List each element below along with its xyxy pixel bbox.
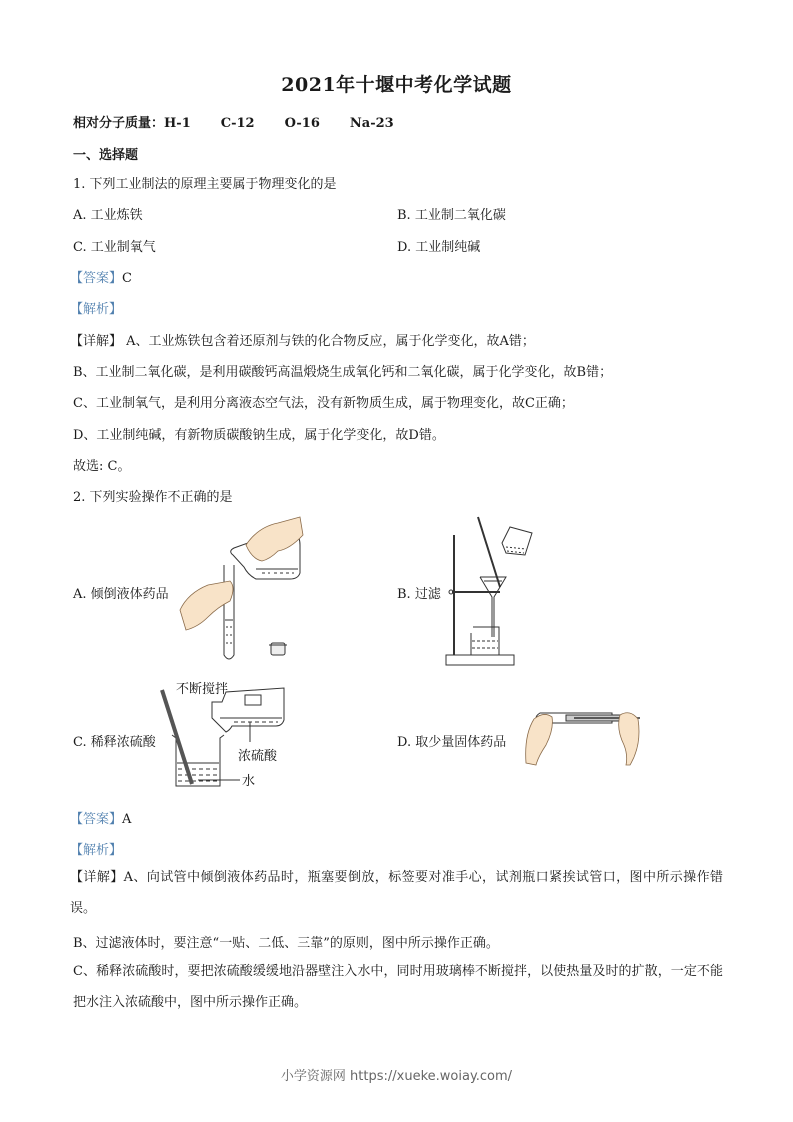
figure-filtration (440, 515, 540, 670)
q1-detail-c: C、工业制氧气，是利用分离液态空气法，没有新物质生成，属于物理变化，故C正确； (73, 396, 574, 411)
relative-mass-line (73, 112, 424, 131)
q2-stem: 2. 下列实验操作不正确的是 (73, 490, 233, 505)
q2-option-c: C. 稀释浓硫酸 (73, 735, 156, 750)
footer-watermark: 小学资源网 https://xueke.woiay.com/ (280, 1069, 513, 1084)
detail-text: A、向试管中倾倒液体药品时，瓶塞要倒放，标签要对准手心，试剂瓶口紧挨试管口，图中所示操作错误。 (70, 870, 723, 916)
q2-detail-b: B、过滤液体时，要注意“一贴、二低、三靠”的原则，图中所示操作正确。 (73, 936, 499, 951)
q1-detail-d: D、工业制纯碱，有新物质碳酸钠生成，属于化学变化，故D错。 (73, 428, 445, 443)
figure-diluting-acid (150, 680, 300, 795)
q2-detail-c: C、稀释浓硫酸时，要把浓硫酸缓缓地沿器壁注入水中，同时用玻璃棒不断搅拌，以使热量及时的扩散，一定不能把水注入浓硫酸中，图中所示操作正确。 (73, 964, 723, 1010)
page-title: 2021年十堰中考化学试题 (281, 74, 512, 96)
detail-tag: 【详解】 (70, 870, 124, 885)
glass-rod-icon (162, 690, 192, 784)
q2-option-b: B. 过滤 (397, 587, 441, 602)
q2-option-d: D. 取少量固体药品 (397, 735, 507, 750)
relative-mass-label: 相对分子质量： (73, 116, 165, 131)
q1-option-d: D. 工业制纯碱 (397, 240, 481, 255)
mass-na: Na-23 (349, 116, 394, 131)
answer-tag: 【答案】 (70, 812, 123, 827)
answer-tag: 【答案】 (70, 271, 123, 286)
pouring-beaker-icon (502, 527, 532, 555)
hand-top-icon (246, 517, 303, 561)
q1-option-c: C. 工业制氧气 (73, 240, 156, 255)
hand-bottom-icon (180, 581, 233, 630)
q2-answer (70, 808, 131, 827)
bottle-stopper-icon (269, 643, 287, 655)
q1-option-a: A. 工业炼铁 (73, 208, 143, 223)
hand-left-icon (526, 714, 553, 765)
mass-o: O-16 (284, 116, 320, 131)
answer-value: A (122, 812, 132, 827)
label-conc-acid: 浓硫酸 (238, 749, 278, 764)
detail-text: A、工业炼铁包含着还原剂与铁的化合物反应，属于化学变化，故A错； (126, 334, 535, 349)
q1-stem: 1. 下列工业制法的原理主要属于物理变化的是 (73, 177, 337, 192)
figure-solid-reagent (520, 705, 650, 770)
q2-detail-a (70, 862, 723, 924)
test-tube-icon (224, 565, 234, 659)
hand-right-icon (619, 713, 639, 765)
detail-tag: 【详解】 (70, 334, 123, 349)
q1-detail-a (70, 330, 535, 349)
mass-h: H-1 (164, 116, 191, 131)
section-heading: 一、选择题 (73, 148, 139, 163)
q1-analysis-tag: 【解析】 (70, 302, 123, 317)
label-stir: 不断搅拌 (176, 682, 229, 697)
q2-analysis-tag: 【解析】 (70, 843, 123, 858)
q1-answer (70, 267, 132, 286)
figure-pouring-liquid (178, 515, 308, 665)
iron-stand-base-icon (446, 655, 514, 665)
q1-option-b: B. 工业制二氧化碳 (397, 208, 506, 223)
mass-c: C-12 (220, 116, 255, 131)
funnel-icon (480, 577, 506, 637)
q2-option-a: A. 倾倒液体药品 (73, 587, 169, 602)
label-water: 水 (242, 774, 256, 789)
q1-detail-b: B、工业制二氧化碳，是利用碳酸钙高温煅烧生成氧化钙和二氧化碳，属于化学变化，故B错； (73, 365, 613, 380)
answer-value: C (122, 271, 132, 286)
q1-conclusion: 故选: C。 (73, 459, 131, 474)
